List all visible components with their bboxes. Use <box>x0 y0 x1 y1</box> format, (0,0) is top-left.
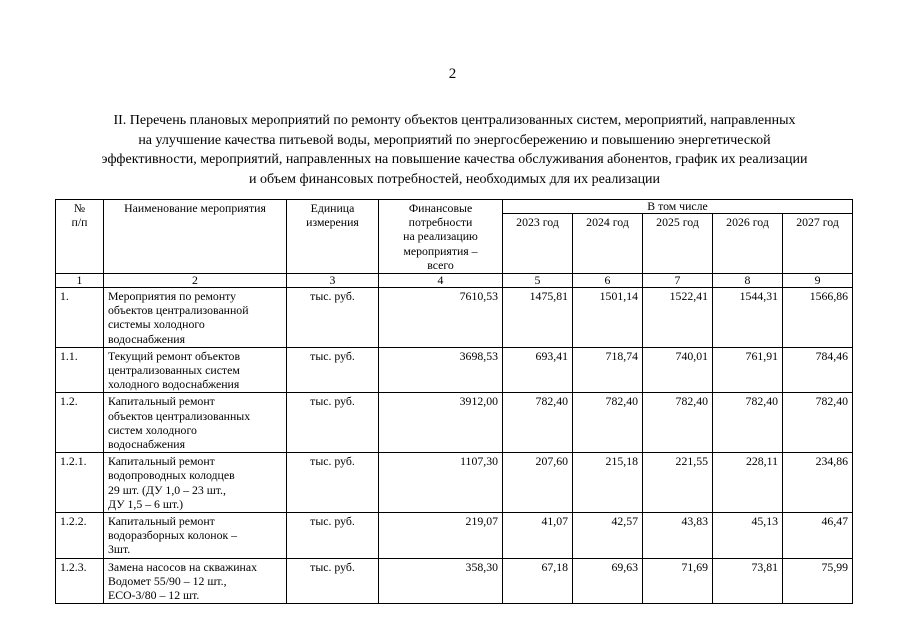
header-year-2027: 2027 год <box>783 214 853 274</box>
table-row <box>56 513 853 559</box>
unit-cell: тыс. руб. <box>287 347 379 393</box>
header-finance: Финансовые потребности на реализацию мероприятия – всего <box>379 200 503 274</box>
year-value-cell: 42,57 <box>573 513 643 559</box>
column-number: 7 <box>643 274 713 288</box>
total-cell: 1107,30 <box>379 453 503 513</box>
table-header-row <box>56 200 853 214</box>
column-number: 3 <box>287 274 379 288</box>
unit-cell: тыс. руб. <box>287 453 379 513</box>
column-number: 1 <box>56 274 104 288</box>
year-value-cell: 228,11 <box>713 453 783 513</box>
activity-name: Капитальный ремонт водоразборных колонок – 3шт. <box>104 513 287 559</box>
row-number: 1.2.1. <box>56 453 104 513</box>
activity-name: Мероприятия по ремонту объектов централизованной системы холодного водоснабжения <box>104 288 287 348</box>
heading-line-1: II. Перечень плановых мероприятий по ремонту объектов централизованных систем, мероприятий, направленных <box>113 113 796 128</box>
activity-name: Капитальный ремонт объектов централизованных систем холодного водоснабжения <box>104 393 287 453</box>
table-row <box>56 347 853 393</box>
year-value-cell: 740,01 <box>643 347 713 393</box>
year-value-cell: 46,47 <box>783 513 853 559</box>
year-value-cell: 67,18 <box>503 558 573 604</box>
unit-cell: тыс. руб. <box>287 513 379 559</box>
document-heading <box>52 111 857 189</box>
year-value-cell: 782,40 <box>783 393 853 453</box>
year-value-cell: 45,13 <box>713 513 783 559</box>
year-value-cell: 782,40 <box>503 393 573 453</box>
header-including: В том числе <box>503 200 853 214</box>
year-value-cell: 207,60 <box>503 453 573 513</box>
table-body <box>56 288 853 604</box>
row-number: 1.2.3. <box>56 558 104 604</box>
year-value-cell: 69,63 <box>573 558 643 604</box>
year-value-cell: 234,86 <box>783 453 853 513</box>
total-cell: 358,30 <box>379 558 503 604</box>
header-year-2024: 2024 год <box>573 214 643 274</box>
header-num: № п/п <box>56 200 104 274</box>
activity-name: Текущий ремонт объектов централизованных систем холодного водоснабжения <box>104 347 287 393</box>
year-value-cell: 215,18 <box>573 453 643 513</box>
activity-name: Замена насосов на скважинах Водомет 55/90 – 12 шт., ЕСО-3/80 – 12 шт. <box>104 558 287 604</box>
total-cell: 3912,00 <box>379 393 503 453</box>
year-value-cell: 784,46 <box>783 347 853 393</box>
heading-line-2: на улучшение качества питьевой воды, мероприятий по энергосбережению и повышению энергетической <box>138 132 771 148</box>
total-cell: 3698,53 <box>379 347 503 393</box>
page-number: 2 <box>448 66 457 82</box>
year-value-cell: 693,41 <box>503 347 573 393</box>
year-value-cell: 1522,41 <box>643 288 713 348</box>
activities-table <box>55 199 853 604</box>
unit-cell: тыс. руб. <box>287 393 379 453</box>
year-value-cell: 41,07 <box>503 513 573 559</box>
column-number: 9 <box>783 274 853 288</box>
heading-line-4: и объем финансовых потребностей, необходимых для их реализации <box>248 171 661 187</box>
row-number: 1. <box>56 288 104 348</box>
column-number: 5 <box>503 274 573 288</box>
year-value-cell: 782,40 <box>573 393 643 453</box>
header-name: Наименование мероприятия <box>104 200 287 274</box>
row-number: 1.1. <box>56 347 104 393</box>
year-value-cell: 75,99 <box>783 558 853 604</box>
year-value-cell: 718,74 <box>573 347 643 393</box>
table-row <box>56 393 853 453</box>
year-value-cell: 1566,86 <box>783 288 853 348</box>
column-number: 6 <box>573 274 643 288</box>
unit-cell: тыс. руб. <box>287 558 379 604</box>
year-value-cell: 43,83 <box>643 513 713 559</box>
year-value-cell: 761,91 <box>713 347 783 393</box>
column-number: 4 <box>379 274 503 288</box>
heading-line-3: эффективности, мероприятий, направленных на повышение качества обслуживания абонентов, график их реализации <box>101 152 808 167</box>
row-number: 1.2.2. <box>56 513 104 559</box>
header-year-2023: 2023 год <box>503 214 573 274</box>
total-cell: 7610,53 <box>379 288 503 348</box>
column-number: 8 <box>713 274 783 288</box>
row-number: 1.2. <box>56 393 104 453</box>
year-value-cell: 782,40 <box>643 393 713 453</box>
year-value-cell: 71,69 <box>643 558 713 604</box>
year-value-cell: 782,40 <box>713 393 783 453</box>
column-number: 2 <box>104 274 287 288</box>
table-row <box>56 288 853 348</box>
year-value-cell: 221,55 <box>643 453 713 513</box>
year-value-cell: 73,81 <box>713 558 783 604</box>
unit-cell: тыс. руб. <box>287 288 379 348</box>
table-row <box>56 558 853 604</box>
year-value-cell: 1501,14 <box>573 288 643 348</box>
total-cell: 219,07 <box>379 513 503 559</box>
column-number-row <box>56 274 853 288</box>
header-year-2025: 2025 год <box>643 214 713 274</box>
table-row <box>56 453 853 513</box>
header-unit: Единица измерения <box>287 200 379 274</box>
header-year-2026: 2026 год <box>713 214 783 274</box>
activity-name: Капитальный ремонт водопроводных колодцев 29 шт. (ДУ 1,0 – 23 шт., ДУ 1,5 – 6 шт.) <box>104 453 287 513</box>
year-value-cell: 1544,31 <box>713 288 783 348</box>
year-value-cell: 1475,81 <box>503 288 573 348</box>
